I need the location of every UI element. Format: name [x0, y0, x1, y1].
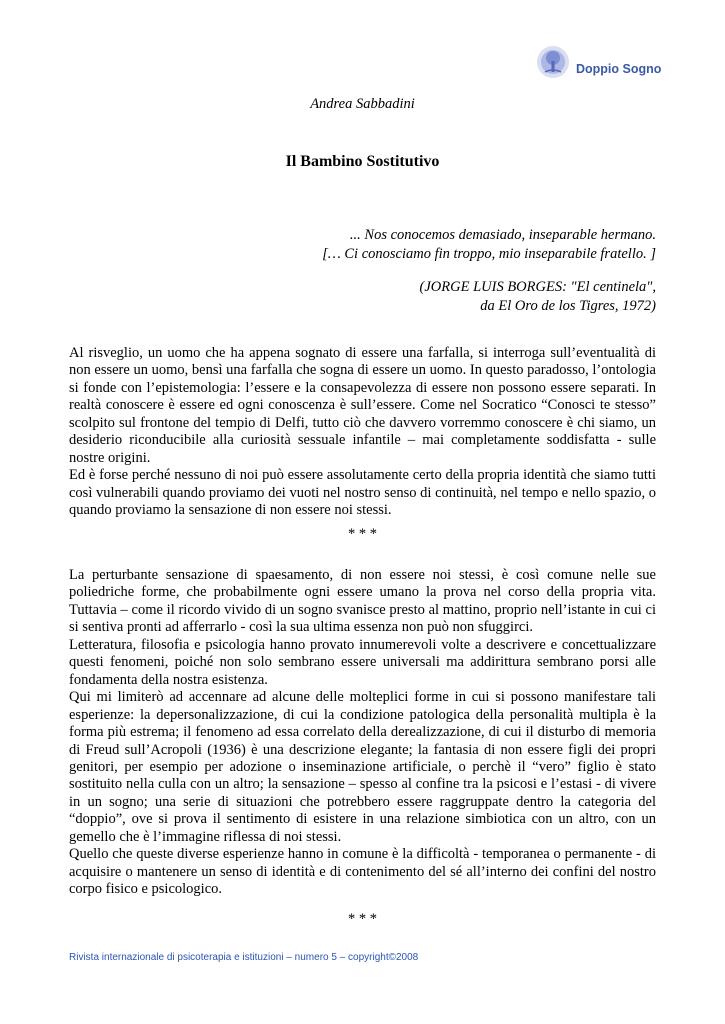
paragraph: Al risveglio, un uomo che ha appena sognato di essere una farfalla, si interroga sull’eventualità di non essere un uomo, bensì una farfalla che sogna di essere un uomo. In questo paradosso, l’ontologia si fonde con l’epistemologia: l’essere e la consapevolezza di essere non possono essere separati. In realtà conoscere è essere ed ogni conoscenza è sull’essere. Come nel Socratico “Conosci te stesso” scolpito sul frontone del tempio di Delfi, tutto ciò che davvero vorremmo conoscere è chi siamo, un desiderio riconducibile alla curiosità sessuale infantile – mai completamente soddisfatta - sulle nostre origini. [69, 345, 656, 466]
paragraph: La perturbante sensazione di spaesamento, di non essere noi stessi, è così comune nelle sue poliedriche forme, che probabilmente ogni essere umano la prova nel corso della propria vita. Tuttavia – come il ricordo vivido di un sogno svanisce presto al mattino, proprio nell’istante in cui ci si sentiva pronti ad afferrarlo - così la sua ultima essenza non può non sfuggirci. [69, 566, 656, 636]
logo-text: Doppio Sogno [576, 62, 662, 76]
epigraph-attribution: (JORGE LUIS BORGES: "El centinela", [419, 279, 656, 295]
epigraph [322, 226, 656, 316]
paragraph: Quello che queste diverse esperienze hanno in comune è la difficoltà - temporanea o permanente - di acquisire o mantenere un senso di identità e di contenimento del sé all’interno dei confini del nostro corpo fisico e psicologico. [69, 846, 656, 898]
author-name: Andrea Sabbadini [310, 96, 415, 112]
paragraph: Qui mi limiterò ad accennare ad alcune delle molteplici forme in cui si possono manifestare tali esperienze: la depersonalizzazione, di cui la condizione patologica della personalità multipla è la forma più estrema; il fenomeno ad essa correlato della derealizzazione, di cui il disturbo di memoria di Freud sull’Acropoli (1936) è una descrizione elegante; la fantasia di non essere figli dei propri genitori, per esempio per adozione o inseminazione artificiale, o perchè il “vero” figlio è stato sostituito nella culla con un altro; la sensazione – spesso al confine tra la psicosi e l’estasi - di vivere in un sogno; una serie di situazioni che potrebbero essere raggruppate dentro la categoria del “doppio”, ove si prova il sentimento di esistere in una relazione simbiotica con un altro, con un gemello che è l’immagine riflessa di noi stessi. [69, 689, 656, 845]
paragraph: Ed è forse perché nessuno di noi può essere assolutamente certo della propria identità che siamo tutti così vulnerabili quando proviamo dei vuoti nel nostro senso di continuità, nel tempo e nello spazio, o quando proviamo la sensazione di non essere noi stessi. [69, 467, 656, 519]
section-separator: * * * [348, 910, 377, 927]
epigraph-line: [… Ci conosciamo fin troppo, mio inseparabile fratello. ] [322, 246, 656, 262]
article-body [69, 345, 656, 928]
tree-logo-icon [535, 44, 571, 80]
footer-copyright: Rivista internazionale di psicoterapia e istituzioni – numero 5 – copyright©2008 [69, 952, 419, 963]
article-title: Il Bambino Sostitutivo [285, 153, 440, 170]
section-separator: * * * [348, 525, 377, 542]
epigraph-line: ... Nos conocemos demasiado, inseparable hermano. [349, 227, 656, 243]
doppio-sogno-logo [535, 44, 685, 84]
epigraph-attribution: da El Oro de los Tigres, 1972) [480, 298, 656, 314]
paragraph: Letteratura, filosofia e psicologia hanno provato innumerevoli volte a descrivere e concettualizzare questi fenomeni, poiché non solo sembrano essere universali ma addirittura sembrano porsi alle fondamenta della nostra esistenza. [69, 636, 656, 688]
